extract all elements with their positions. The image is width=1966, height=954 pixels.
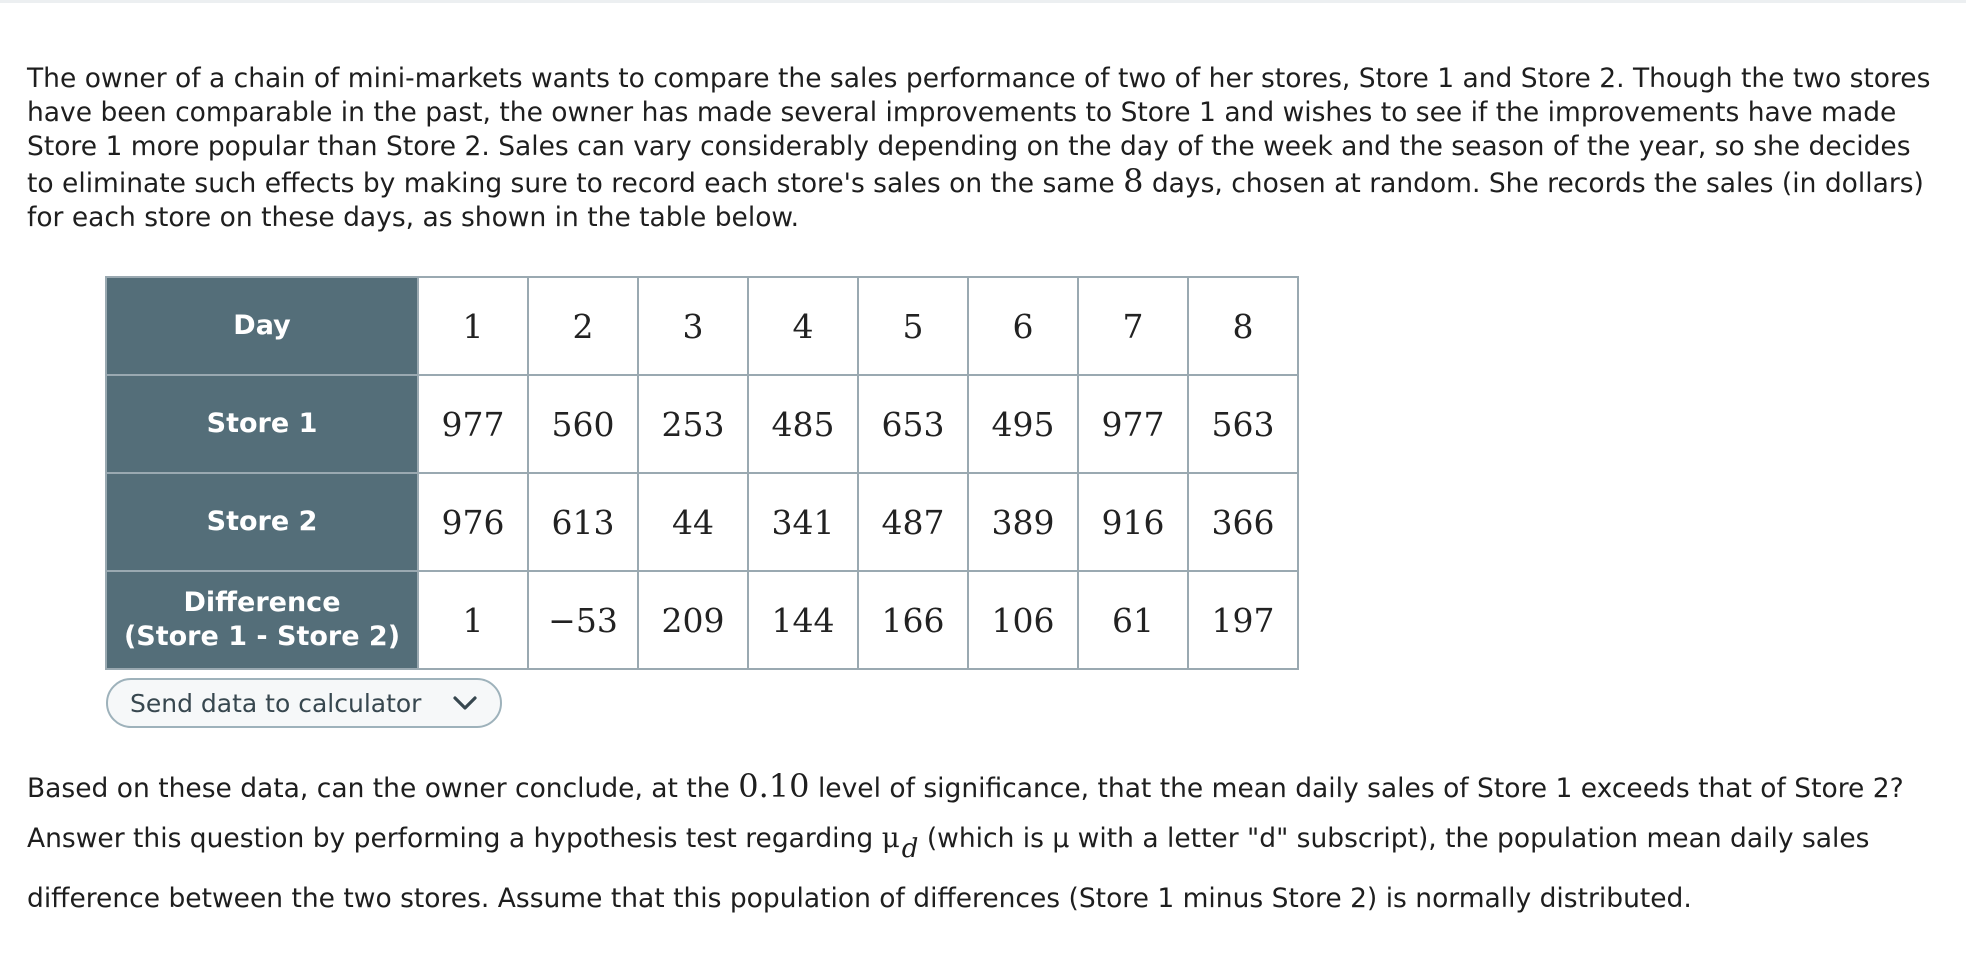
store1-cell: 253	[638, 375, 748, 473]
store1-cell: 977	[1078, 375, 1188, 473]
difference-cell: 1	[418, 571, 528, 669]
store2-cell: 44	[638, 473, 748, 571]
question-text-2: level of significance, that the mean daily sales of Store 1 exceeds that of Store 2? Answer this question by performing a hypothesis test regarding	[27, 773, 1904, 854]
difference-cell: 197	[1188, 571, 1298, 669]
difference-cell: −53	[528, 571, 638, 669]
store2-cell: 341	[748, 473, 858, 571]
significance-level: 0.10	[738, 767, 810, 805]
store2-cell: 976	[418, 473, 528, 571]
day-cell: 2	[528, 277, 638, 375]
day-cell: 7	[1078, 277, 1188, 375]
store1-cell: 653	[858, 375, 968, 473]
difference-cell: 166	[858, 571, 968, 669]
day-cell: 8	[1188, 277, 1298, 375]
send-data-label: Send data to calculator	[130, 688, 422, 718]
question-text-3: (which is μ with a letter "d" subscript), the population mean daily sales difference between the two stores. Assume that this population of differences (Store 1 minus Store 2) is normally distributed.	[27, 823, 1870, 914]
row-header-store2: Store 2	[106, 473, 418, 571]
difference-cell: 209	[638, 571, 748, 669]
day-cell: 6	[968, 277, 1078, 375]
store1-cell: 977	[418, 375, 528, 473]
top-divider	[0, 0, 1966, 3]
store2-cell: 916	[1078, 473, 1188, 571]
table-row-day	[106, 277, 1298, 375]
table-row-store2	[106, 473, 1298, 571]
row-header-difference	[106, 571, 418, 669]
store2-cell: 487	[858, 473, 968, 571]
store1-cell: 563	[1188, 375, 1298, 473]
question-text	[27, 762, 1937, 923]
intro-text-1: The owner of a chain of mini-markets wants to compare the sales performance of two of her stores, Store 1 and Store 2. Though the two stores have been comparable in the past, the owner has made several improvements to Store 1 and wishes to see if the improvements have made Store 1 more popular than Store 2. Sales can vary considerably depending on the day of the week and the season of the year, so she decides to eliminate such effects by making sure to record each store's sales on the same	[27, 63, 1931, 199]
day-cell: 1	[418, 277, 528, 375]
store1-cell: 485	[748, 375, 858, 473]
store1-cell: 560	[528, 375, 638, 473]
table-row-difference	[106, 571, 1298, 669]
day-cell: 4	[748, 277, 858, 375]
row-header-store1: Store 1	[106, 375, 418, 473]
store2-cell: 389	[968, 473, 1078, 571]
store1-cell: 495	[968, 375, 1078, 473]
mu-subscript: d	[901, 834, 919, 864]
chevron-down-icon	[452, 693, 478, 713]
difference-cell: 144	[748, 571, 858, 669]
difference-label: Difference	[183, 587, 341, 618]
store2-cell: 613	[528, 473, 638, 571]
difference-cell: 61	[1078, 571, 1188, 669]
day-cell: 5	[858, 277, 968, 375]
difference-cell: 106	[968, 571, 1078, 669]
store2-cell: 366	[1188, 473, 1298, 571]
table-row-store1	[106, 375, 1298, 473]
mu-symbol: μ	[881, 821, 900, 854]
send-data-to-calculator-button[interactable]	[106, 678, 502, 728]
difference-sublabel: (Store 1 - Store 2)	[123, 621, 401, 652]
days-count: 8	[1123, 162, 1144, 200]
row-header-day: Day	[106, 277, 418, 375]
sales-table	[105, 276, 1299, 670]
day-cell: 3	[638, 277, 748, 375]
question-text-1: Based on these data, can the owner conclude, at the	[27, 773, 739, 804]
intro-text-2: days, chosen at random. She records the sales (in dollars) for each store on these days, as shown in the table below.	[27, 168, 1924, 233]
problem-intro	[27, 62, 1937, 235]
